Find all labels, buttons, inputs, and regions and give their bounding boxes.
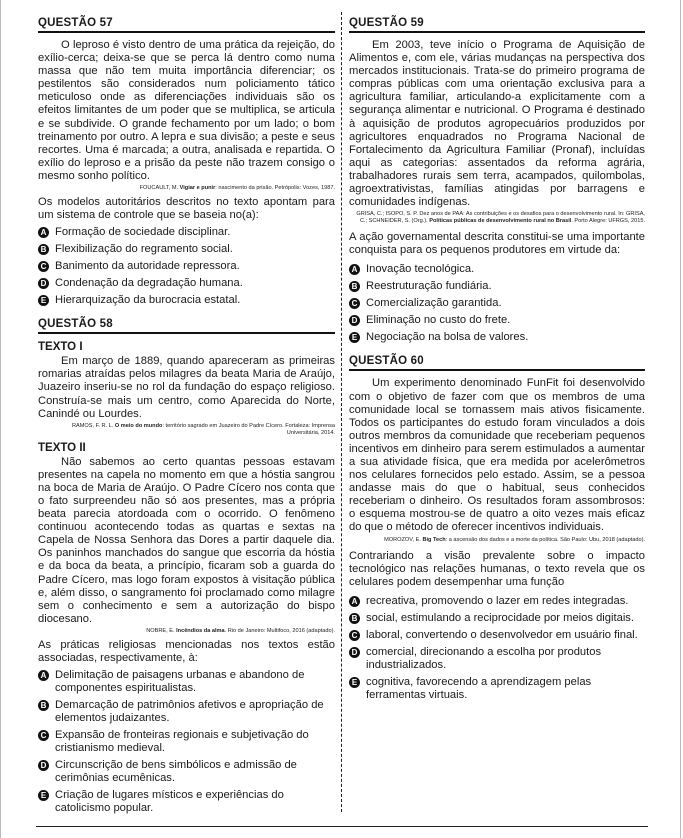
texto-1-body: Em março de 1889, quando apareceram as primeiras romarias atraídas pelos milagres da beata Maria de Araújo, Juazeiro inseriu-se no rol da fundação do espaço religioso. Construía-se mais um centro, como Aparecida do Norte, Canindé ou Lourdes. [38, 355, 335, 420]
alternative-c-text: laboral, convertendo o desenvolvedor em usuário final. [366, 628, 638, 641]
citation-author: RAMOS, F. R. L. [71, 422, 115, 429]
alternative-a-text: recreativa, promovendo o lazer em redes integradas. [366, 594, 629, 607]
alternative-e-text: Negociação na bolsa de valores. [366, 331, 529, 344]
right-column [349, 0, 645, 706]
citation-title: Big Tech [422, 536, 446, 543]
letter-a-badge: A [349, 596, 360, 607]
question-60-stem: Contrariando a visão prevalente sobre o impacto tecnológico nas relações humanas, o texto revela que os celulares podem desempenhar uma função [349, 549, 645, 588]
texto-2-label: TEXTO II [38, 441, 86, 454]
question-57-stem: Os modelos autoritários descritos no texto apontam para um sistema de controle que se baseia no(a): [38, 196, 335, 222]
citation-rest: : a ascensão dos dados e a morte da política. São Paulo: Ubu, 2018 (adaptado). [445, 536, 645, 543]
letter-c-badge: C [38, 730, 49, 741]
question-57-text: O leproso é visto dentro de uma prática da rejeição, do exílio-cerca; deixa-se que se perca lá dentro como numa massa que não tem muita importância diferenciar; os pestilentos são considerados num policiamento tático meticuloso onde as diferenciações individuais são os efeitos limitantes de um poder que se multiplica, se articula e se subdivide. O grande fechamento por um lado; o bom treinamento por outro. A lepra e sua divisão; a peste e seus recortes. Uma é marcada; a outra, analisada e repartida. O exílio do leproso e a prisão da peste não trazem consigo o mesmo sonho político. [38, 39, 335, 182]
citation-author: MOROZOV, E. [384, 536, 423, 543]
question-59-heading: QUESTÃO 59 [349, 16, 645, 33]
alternative-b-text: social, estimulando a reciprocidade por meios digitais. [366, 611, 635, 624]
alternative-e[interactable] [349, 676, 645, 702]
question-60-text: Um experimento denominado FunFit foi desenvolvido com o objetivo de fazer com que os membros de uma comunidade local se tornassem mais ativos fisicamente. Todos os participantes do estudo foram vinculados a dois outros membros da comunidade que receberiam pequenos incentivos em dinheiro para serem estimulados a aumentar a sua atividade física, que era medida por acelerômetros nos celulares fornecidos pelo estado. Assim, se a pessoa andasse mais do que o habitual, seus conhecidos receberiam o dinheiro. Os resultados foram assombrosos: o esquema mostrou-se de quatro a oito vezes mais eficaz do que o método de oferecer incentivos individuais. [349, 377, 645, 534]
texto-2-body: Não sabemos ao certo quantas pessoas estavam presentes na capela no momento em que a hóstia sangrou na boca de Maria de Araújo. O Padre Cícero nos conta que o fato surpreendeu não só aos presentes, mas a própria beata parecia atordoada com o ocorrido. O fenômeno continuou acontecendo todas as quartas e sextas na Capela de Nossa Senhora das Dores a partir daquele dia. Os paninhos manchados do sangue que escorria da hóstia e da boca da beata, a princípio, ficaram sob a guarda do Padre Cícero, mas logo foram expostos à visitação pública e, além disso, o sangramento foi proclamado como milagre sem o conhecimento e sem a autorização do bispo diocesano. [38, 455, 335, 625]
question-58 [38, 311, 335, 815]
letter-c-badge: C [349, 298, 360, 309]
question-60-citation [349, 537, 645, 544]
letter-e-badge: E [38, 790, 49, 801]
question-60 [349, 348, 645, 701]
alternative-b[interactable] [349, 612, 645, 625]
texto-1-citation [38, 423, 335, 437]
alternative-a-text: Formação de sociedade disciplinar. [55, 226, 231, 239]
citation-title: Vigiar e punir [179, 185, 216, 192]
citation-author: GRISA, C.; ISOPO, S. P. Dez anos de PAA: As contribuições e os desafios para o desenvolvimento rural. In: GRISA, C.; SCHNEIDER, S. (Org.). [356, 211, 645, 225]
alternative-b[interactable] [38, 243, 335, 256]
left-column [38, 0, 335, 819]
alternative-b[interactable] [38, 699, 335, 725]
texto-2-citation [38, 628, 335, 635]
citation-title: Incêndios da alma [176, 627, 225, 634]
alternative-e-text: Criação de lugares místicos e experiências do catolicismo popular. [55, 789, 284, 815]
question-59 [349, 0, 645, 344]
alternative-d[interactable] [349, 646, 645, 672]
citation-author: NOBRE, E. [146, 627, 177, 634]
alternative-e[interactable] [38, 789, 335, 815]
letter-a-badge: A [38, 670, 49, 681]
question-60-heading: QUESTÃO 60 [349, 354, 645, 371]
letter-b-badge: B [38, 244, 49, 255]
letter-d-badge: D [38, 278, 49, 289]
column-divider [341, 12, 342, 812]
question-59-text: Em 2003, teve início o Programa de Aquisição de Alimentos e, com ele, várias mudanças na perspectiva dos mercados institucionais. Trata-se do primeiro programa de compras públicas com uma orientação exclusiva para a agricultura familiar, articulando-a explicitamente com a segurança alimentar e nutricional. O Programa é destinado à aquisição de produtos agropecuários produzidos por agricultores enquadrados no Programa Nacional de Fortalecimento da Agricultura Familiar (Pronaf), incluídas aqui as categorias: assentados da reforma agrária, trabalhadores rurais sem terra, acampados, quilombolas, agroextrativistas, famílias atingidas por barragens e comunidades indígenas. [349, 39, 645, 209]
letter-e-badge: E [38, 295, 49, 306]
alternative-d-text: comercial, direcionando a escolha por produtos industrializados. [366, 645, 602, 671]
alternative-c[interactable] [349, 297, 645, 310]
question-58-heading: QUESTÃO 58 [38, 317, 335, 334]
alternative-c-text: Banimento da autoridade repressora. [55, 260, 240, 273]
alternative-d-text: Condenação da degradação humana. [55, 277, 243, 290]
alternative-c[interactable] [38, 260, 335, 273]
alternative-e[interactable] [349, 331, 645, 344]
alternative-a[interactable] [38, 669, 335, 695]
alternative-a[interactable] [349, 595, 645, 608]
alternative-b-text: Reestruturação fundiária. [366, 280, 492, 293]
letter-e-badge: E [349, 332, 360, 343]
question-58-alternatives [38, 669, 335, 815]
citation-rest: : nascimento da prisão. Petrópolis: Vozes, 1987. [215, 185, 335, 192]
question-57-alternatives [38, 226, 335, 307]
letter-a-badge: A [38, 227, 49, 238]
letter-d-badge: D [349, 647, 360, 658]
letter-d-badge: D [38, 760, 49, 771]
letter-e-badge: E [349, 677, 360, 688]
alternative-e-text: cognitiva, favorecendo a aprendizagem pelas ferramentas virtuais. [366, 675, 592, 701]
question-59-stem: A ação governamental descrita constitui-se uma importante conquista para os pequenos produtores em virtude da: [349, 231, 645, 257]
citation-author: FOUCAULT, M. [139, 185, 180, 192]
letter-b-badge: B [349, 613, 360, 624]
question-57 [38, 0, 335, 307]
question-58-stem: As práticas religiosas mencionadas nos textos estão associadas, respectivamente, à: [38, 638, 335, 664]
letter-b-badge: B [349, 281, 360, 292]
alternative-a-text: Inovação tecnológica. [366, 263, 475, 276]
alternative-d-text: Circunscrição de bens simbólicos e admissão de cerimônias ecumênicas. [55, 759, 297, 785]
letter-c-badge: C [38, 261, 49, 272]
alternative-d[interactable] [38, 277, 335, 290]
alternative-c-text: Expansão de fronteiras regionais e subjetivação do cristianismo medieval. [55, 729, 309, 755]
citation-rest: : território sagrado em Juazeiro do Padre Cícero. Fortaleza: Imprensa Universitária, 2014. [162, 422, 335, 436]
texto-1-label: TEXTO I [38, 341, 83, 354]
bottom-rule [36, 826, 648, 827]
letter-d-badge: D [349, 315, 360, 326]
letter-c-badge: C [349, 630, 360, 641]
citation-title: Políticas públicas de desenvolvimento rural no Brasil [429, 218, 572, 225]
alternative-d[interactable] [349, 314, 645, 327]
page-border-left [0, 0, 1, 838]
question-60-alternatives [349, 595, 645, 702]
question-59-alternatives [349, 263, 645, 344]
alternative-b[interactable] [349, 280, 645, 293]
alternative-e[interactable] [38, 294, 335, 307]
alternative-a-text: Delimitação de paisagens urbanas e abandono de componentes espiritualistas. [55, 669, 305, 695]
question-59-citation [349, 211, 645, 225]
letter-b-badge: B [38, 700, 49, 711]
citation-title: O meio do mundo [114, 422, 163, 429]
alternative-e-text: Hierarquização da burocracia estatal. [55, 294, 241, 307]
citation-rest: . Porto Alegre: UFRGS, 2015. [571, 218, 645, 225]
alternative-b-text: Flexibilização do regramento social. [55, 243, 233, 256]
citation-rest: . Rio de Janeiro: Multifoco, 2016 (adaptado). [224, 627, 335, 634]
letter-a-badge: A [349, 264, 360, 275]
alternative-c[interactable] [349, 629, 645, 642]
alternative-c[interactable] [38, 729, 335, 755]
alternative-a[interactable] [349, 263, 645, 276]
alternative-c-text: Comercialização garantida. [366, 297, 502, 310]
alternative-d-text: Eliminação no custo do frete. [366, 314, 511, 327]
question-57-citation [38, 185, 335, 192]
page-border-right [680, 0, 681, 838]
question-57-heading: QUESTÃO 57 [38, 16, 335, 33]
alternative-b-text: Demarcação de patrimônios afetivos e apropriação de elementos judaizantes. [55, 699, 324, 725]
alternative-d[interactable] [38, 759, 335, 785]
alternative-a[interactable] [38, 226, 335, 239]
